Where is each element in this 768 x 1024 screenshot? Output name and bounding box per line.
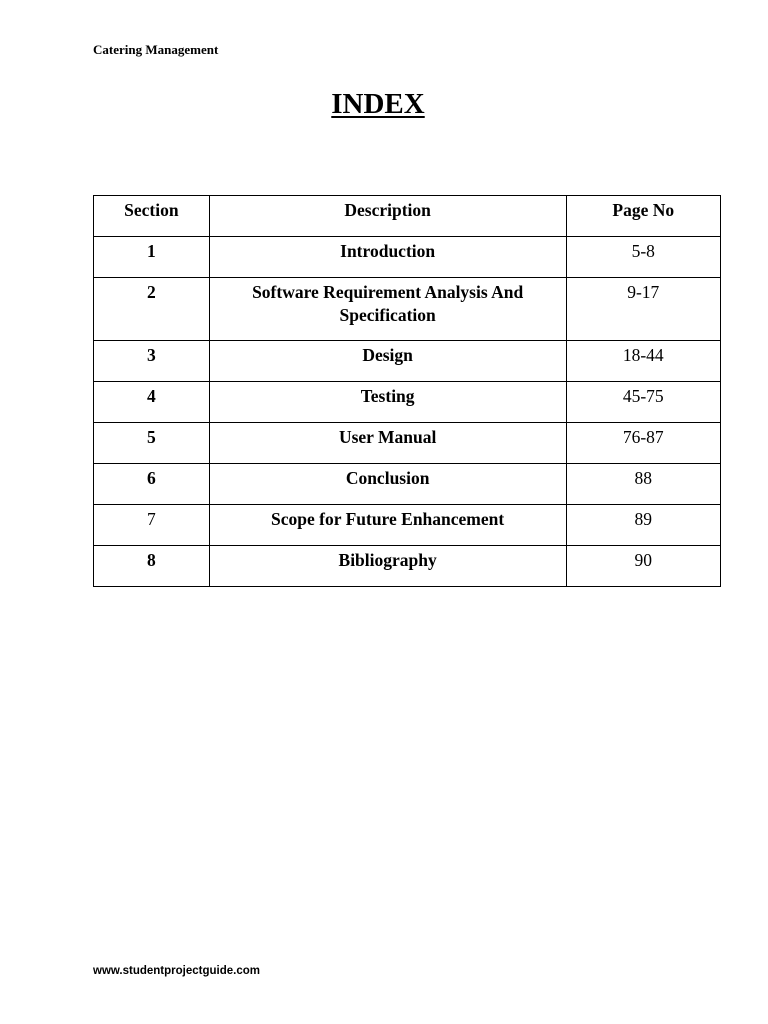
table-row: [94, 237, 721, 278]
page-range: 89: [566, 505, 720, 546]
index-table: [93, 195, 721, 587]
section-description: User Manual: [209, 423, 566, 464]
section-description: Testing: [209, 382, 566, 423]
section-number: 8: [94, 546, 210, 587]
column-header-section: Section: [94, 196, 210, 237]
footer-website: www.studentprojectguide.com: [93, 965, 260, 977]
table-row: [94, 546, 721, 587]
table-row: [94, 505, 721, 546]
page-range: 45-75: [566, 382, 720, 423]
column-header-page-no: Page No: [566, 196, 720, 237]
table-row: [94, 464, 721, 505]
table-row: [94, 382, 721, 423]
section-description: Software Requirement Analysis And Specification: [209, 278, 566, 341]
table-row: [94, 423, 721, 464]
running-header: Catering Management: [93, 42, 219, 57]
table-row: [94, 278, 721, 341]
table-row: [94, 341, 721, 382]
column-header-description: Description: [209, 196, 566, 237]
section-description: Design: [209, 341, 566, 382]
page-range: 9-17: [566, 278, 720, 341]
table-header-row: [94, 196, 721, 237]
section-number: 4: [94, 382, 210, 423]
page-title: INDEX: [331, 88, 425, 120]
section-number: 2: [94, 278, 210, 341]
section-number: 5: [94, 423, 210, 464]
page-range: 88: [566, 464, 720, 505]
section-description: Bibliography: [209, 546, 566, 587]
section-number: 6: [94, 464, 210, 505]
section-number: 3: [94, 341, 210, 382]
section-description: Scope for Future Enhancement: [209, 505, 566, 546]
section-number: 7: [94, 505, 210, 546]
page-range: 76-87: [566, 423, 720, 464]
page-range: 5-8: [566, 237, 720, 278]
section-number: 1: [94, 237, 210, 278]
page-range: 90: [566, 546, 720, 587]
page-range: 18-44: [566, 341, 720, 382]
section-description: Introduction: [209, 237, 566, 278]
section-description: Conclusion: [209, 464, 566, 505]
